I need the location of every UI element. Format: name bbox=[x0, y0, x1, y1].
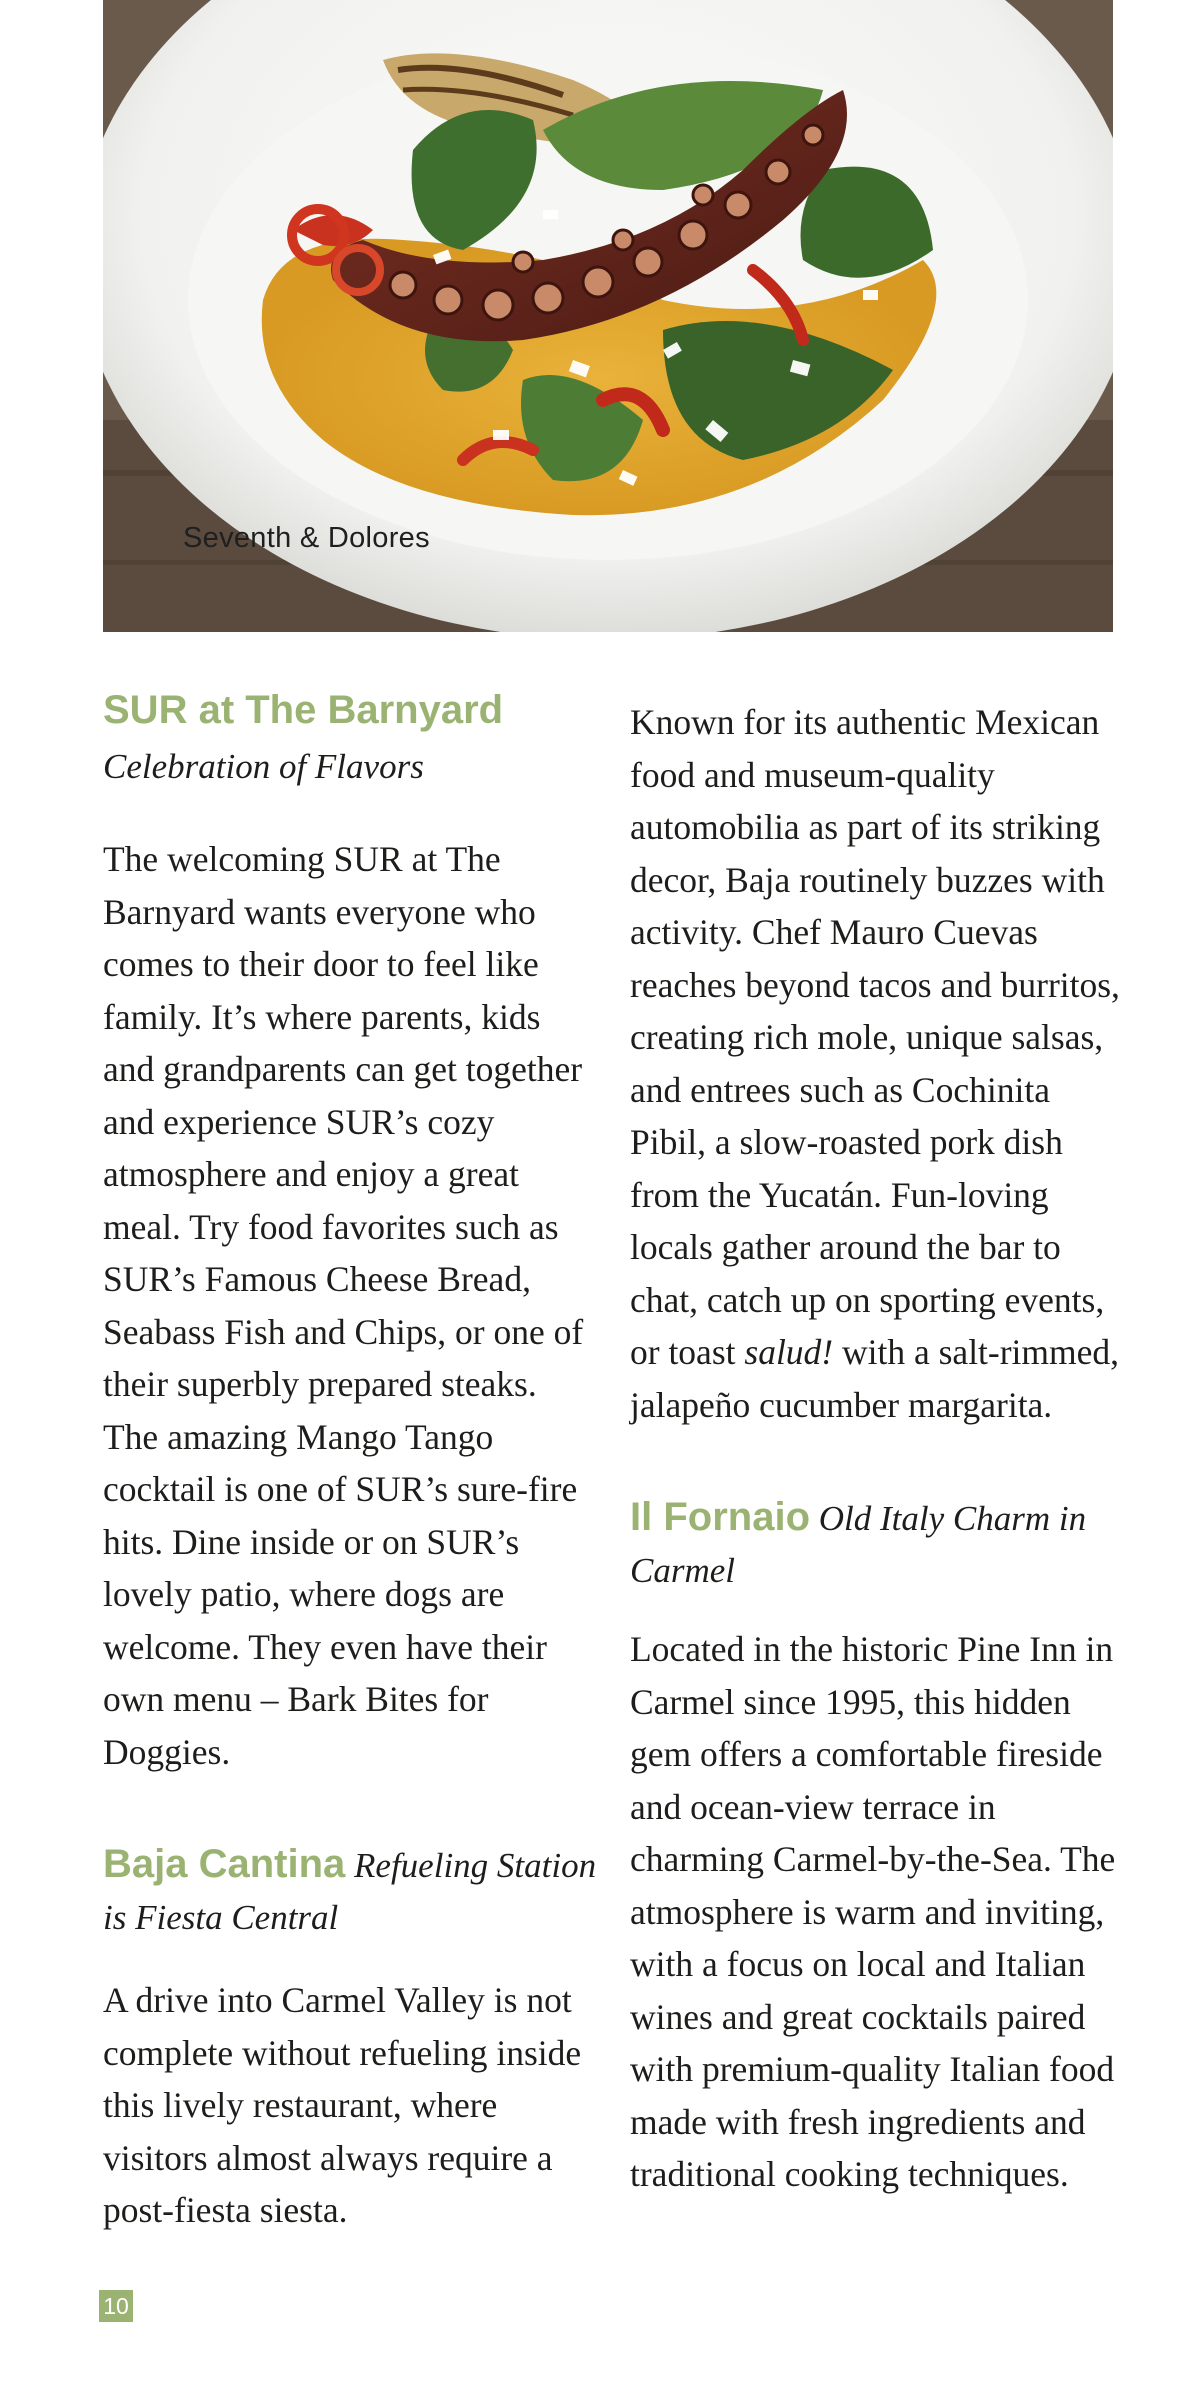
page-number: 10 bbox=[99, 2290, 133, 2322]
left-column bbox=[103, 680, 598, 2237]
sur-heading: SUR at The Barnyard bbox=[103, 688, 504, 732]
octopus-dish-photo bbox=[103, 0, 1113, 632]
fornaio-body: Located in the historic Pine Inn in Carmel since 1995, this hidden gem offers a comfortable fireside and ocean-view terrace in charming Carmel-by-the-Sea. The atmosphere is warm and inviting, with a focus on local and Italian wines and great cocktails paired with premium-quality Italian food made with fresh ingredients and traditional cooking techniques. bbox=[630, 1629, 1116, 2194]
baja-body-continued bbox=[630, 696, 1130, 1431]
fornaio-heading: Il Fornaio bbox=[630, 1495, 810, 1539]
sur-tagline: Celebration of Flavors bbox=[103, 747, 424, 786]
baja-body: A drive into Carmel Valley is not complete without refueling inside this lively restaurant, where visitors almost always require a post-fiesta siesta. bbox=[103, 1980, 582, 2230]
right-column bbox=[630, 680, 1130, 2201]
baja-tagline: Refueling Station is Fiesta Central bbox=[103, 1846, 597, 1937]
photo-caption: Seventh & Dolores bbox=[183, 522, 430, 554]
baja-heading-block bbox=[103, 1838, 598, 1944]
baja-body-cont-text: Known for its authentic Mexican food and museum-quality automobilia as part of its striking decor, Baja routinely buzzes with activity. Chef Mauro Cuevas reaches beyond tacos and burritos, creating rich mole, unique salsas, and entrees such as Cochinita Pibil, a slow-roasted pork dish from the Yucatán. Fun-loving locals gather around the bar to chat, catch up on sporting events, or toast bbox=[630, 702, 1120, 1372]
fornaio-tagline: Old Italy Charm in Carmel bbox=[630, 1499, 1087, 1590]
baja-heading: Baja Cantina bbox=[103, 1842, 346, 1886]
baja-body-cont-end: with a salt-rimmed, jalapeño cucumber margarita. bbox=[630, 1332, 1120, 1425]
sur-body: The welcoming SUR at The Barnyard wants everyone who comes to their door to feel like family. It’s where parents, kids and grandparents can get together and experience SUR’s cozy atmosphere and enjoy a great meal. Try food favorites such as SUR’s Famous Cheese Bread, Seabass Fish and Chips, or one of their superbly prepared steaks. The amazing Mango Tango cocktail is one of SUR’s sure-fire hits. Dine inside or on SUR’s lovely patio, where dogs are welcome. They even have their own menu – Bark Bites for Doggies. bbox=[103, 839, 584, 1772]
fornaio-heading-block bbox=[630, 1491, 1130, 1597]
baja-body-cont-italic: salud! bbox=[744, 1332, 834, 1372]
